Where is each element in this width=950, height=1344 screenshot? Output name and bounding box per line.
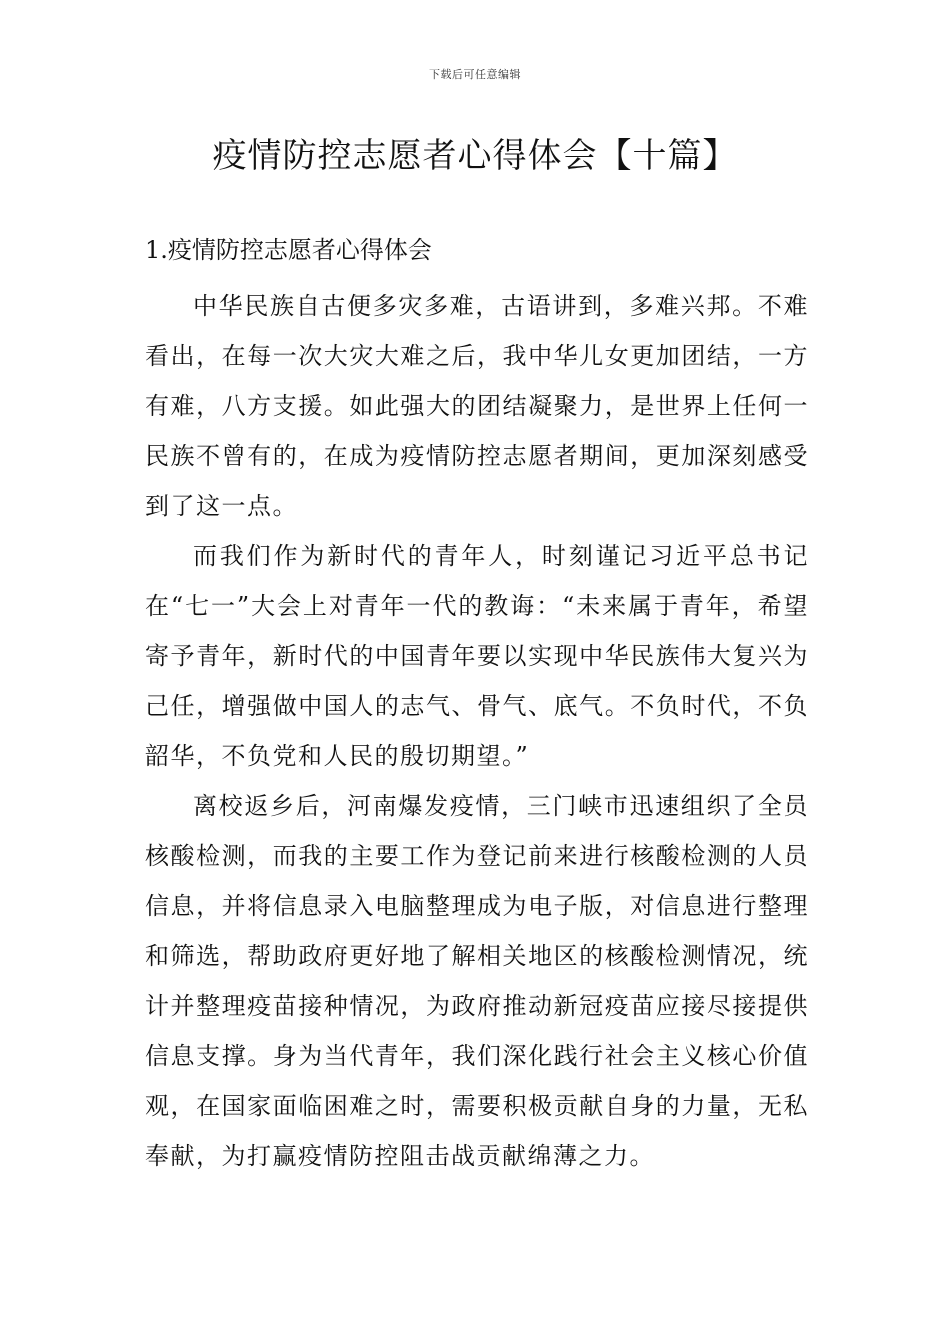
document-title: 疫情防控志愿者心得体会【十篇】 — [212, 136, 738, 176]
section-heading: 1.疫情防控志愿者心得体会 — [145, 236, 432, 264]
paragraph-1: 中华民族自古便多灾多难，古语讲到，多难兴邦。不难看出，在每一次大灾大难之后，我中华儿女更加团结，一方有难，八方支援。如此强大的团结凝聚力，是世界上任何一民族不曾有的，在成为疫情防控志愿者期间，更加深刻感受到了这一点。 — [145, 292, 809, 520]
header-note: 下载后可任意编辑 — [429, 68, 521, 81]
paragraph-2: 而我们作为新时代的青年人，时刻谨记习近平总书记在“七一”大会上对青年一代的教诲：“未来属于青年，希望寄予青年，新时代的中国青年要以实现中华民族伟大复兴为己任，增强做中国人的志气、骨气、底气。不负时代，不负韶华，不负党和人民的殷切期望。” — [145, 542, 809, 770]
paragraph-3: 离校返乡后，河南爆发疫情，三门峡市迅速组织了全员核酸检测，而我的主要工作为登记前来进行核酸检测的人员信息，并将信息录入电脑整理成为电子版，对信息进行整理和筛选，帮助政府更好地了解相关地区的核酸检测情况，统计并整理疫苗接种情况，为政府推动新冠疫苗应接尽接提供信息支撑。身为当代青年，我们深化践行社会主义核心价值观，在国家面临困难之时，需要积极贡献自身的力量，无私奉献，为打赢疫情防控阻击战贡献绵薄之力。 — [145, 792, 809, 1170]
document-body — [145, 230, 809, 1181]
